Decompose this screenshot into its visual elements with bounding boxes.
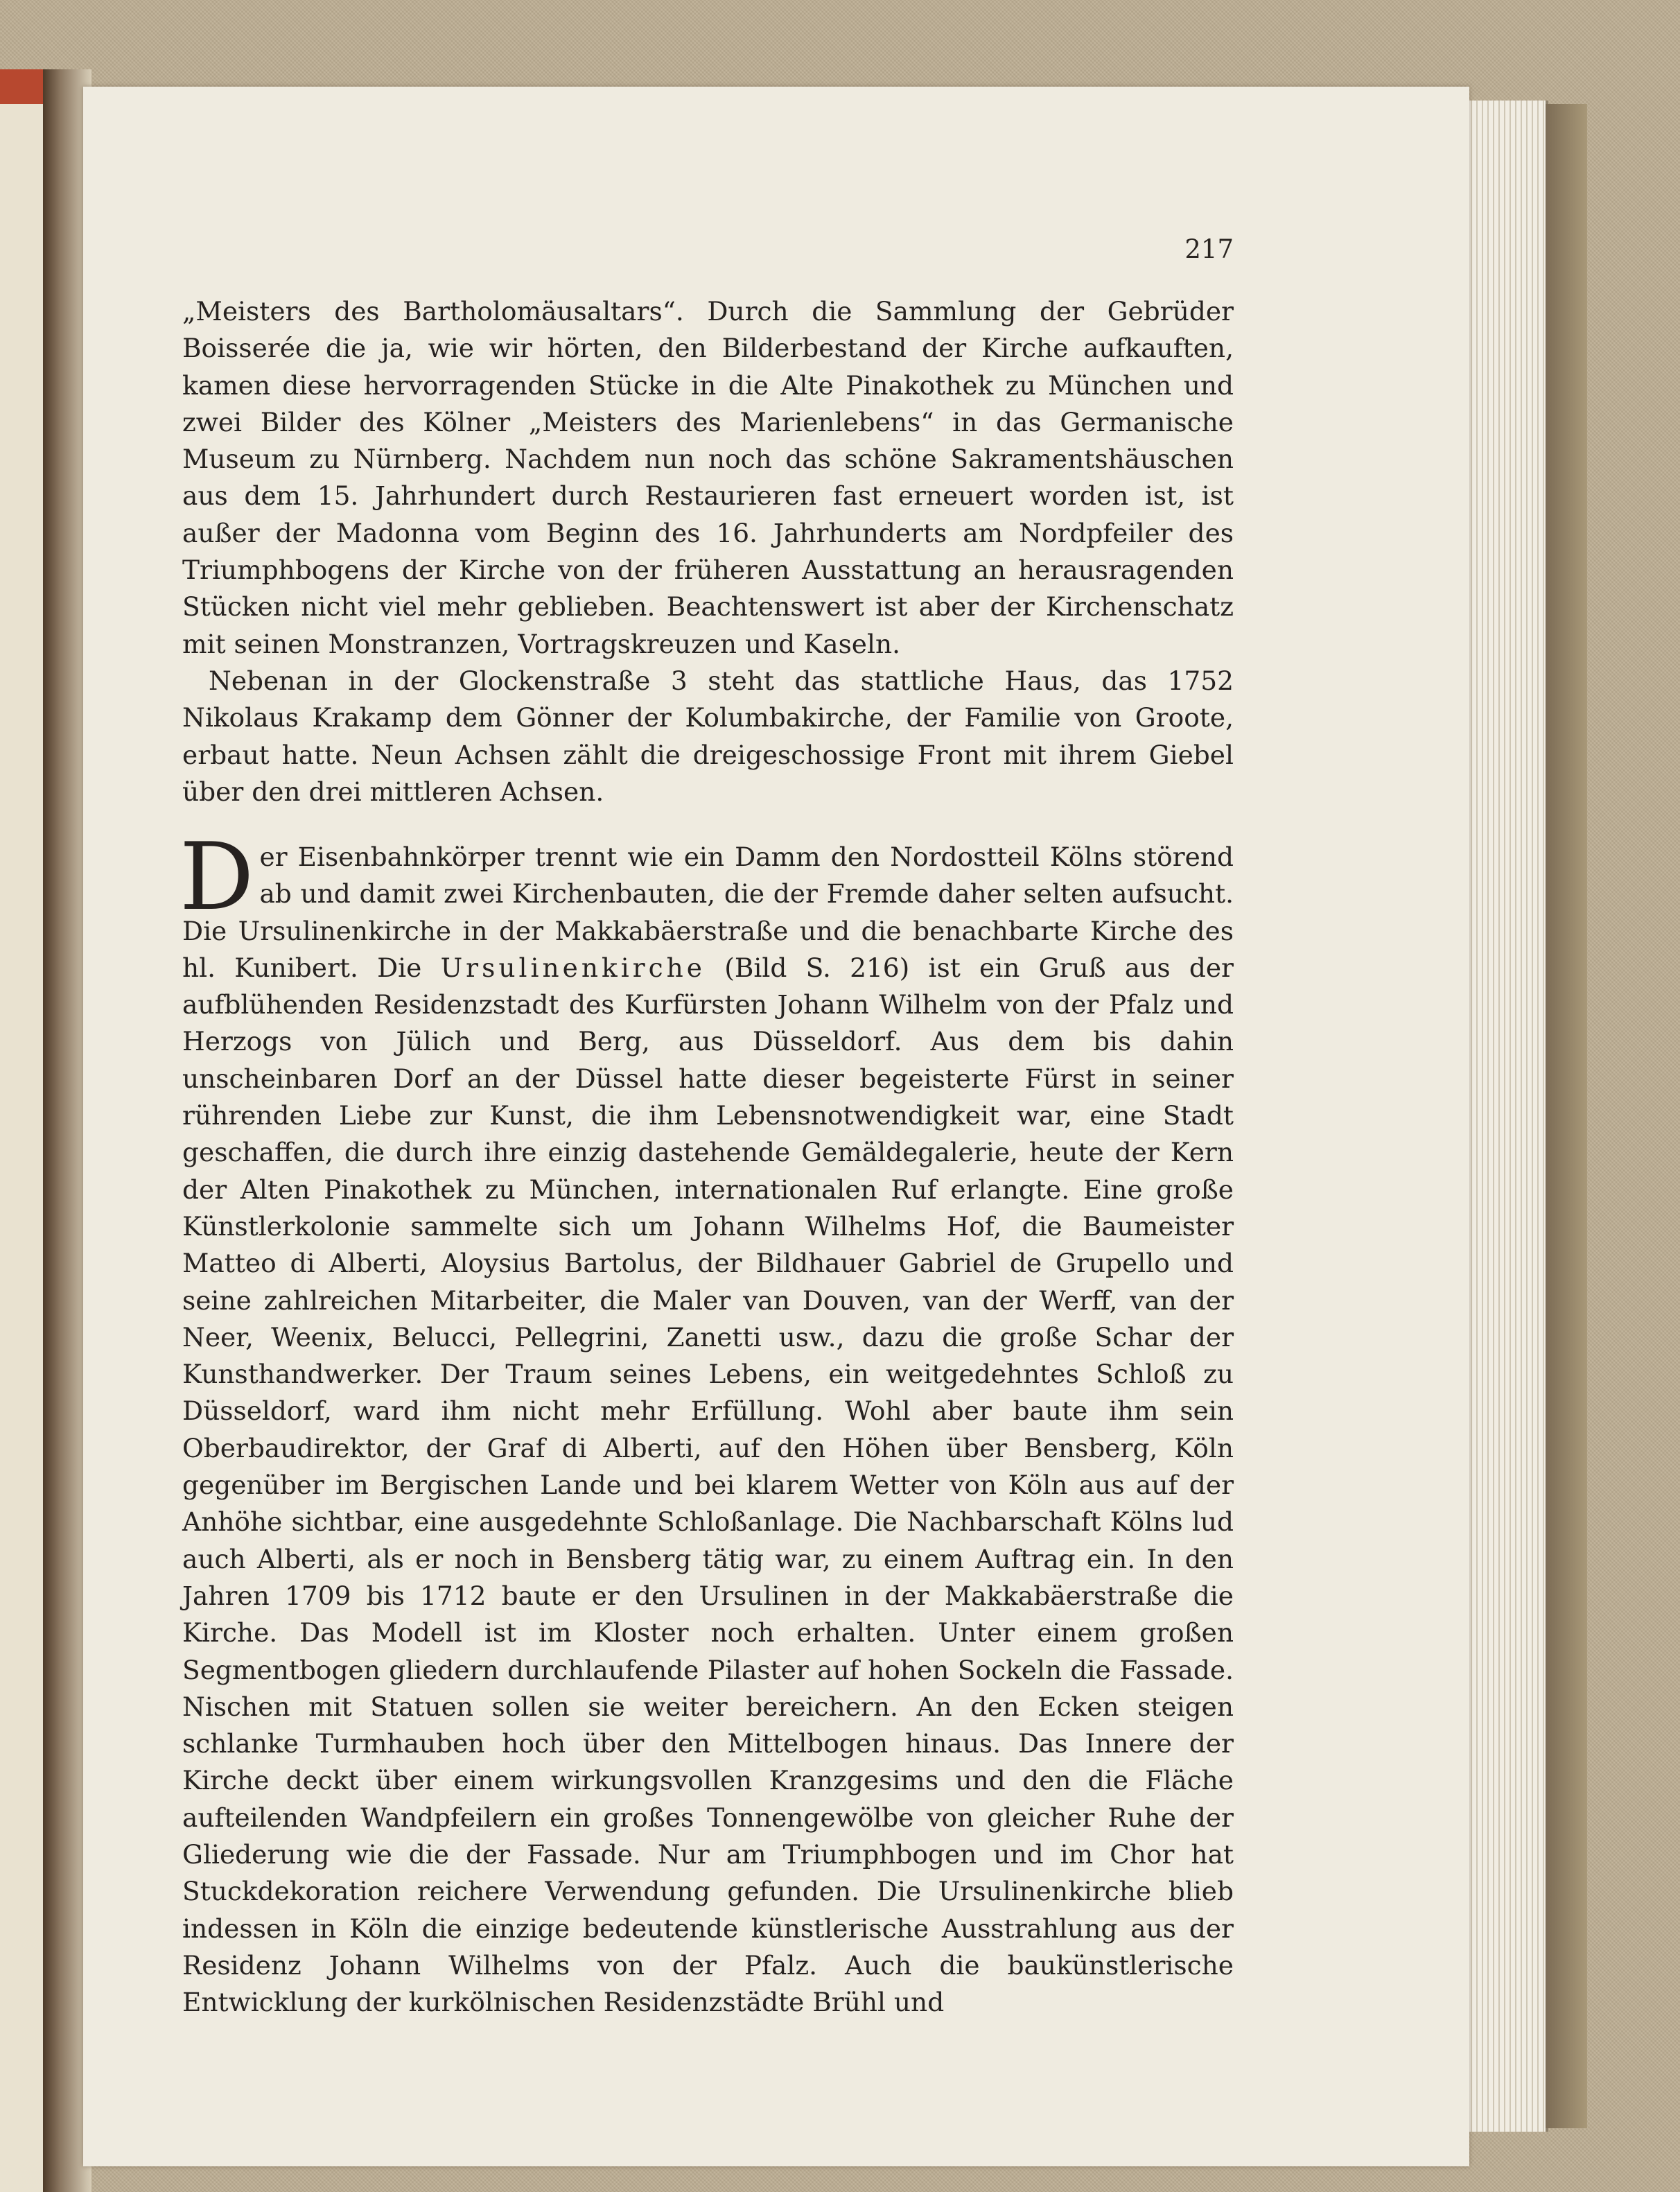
spaced-term: Ursulinenkirche [440, 952, 706, 983]
page-number: 217 [1184, 234, 1234, 264]
facing-page-edge [0, 69, 45, 2192]
page-fore-edge [1455, 101, 1548, 2132]
paragraph-body: (Bild S. 216) ist ein Gruß aus der aufblühenden Residenzstadt des Kurfürsten Johann Wilhelm von der Pfalz und Herzogs von Jülich und Berg, aus Düsseldorf. Aus dem bis dahin unscheinbaren Dorf an der Düssel hatte dieser begeisterte Fürst in seiner rührenden Liebe zur Kunst, die ihm Lebensnotwendigkeit war, eine Stadt geschaffen, die durch ihre einzig dastehende Gemäldegalerie, heute der Kern der Alten Pinakothek zu München, internationalen Ruf erlangte. Eine große Künstlerkolonie sammelte sich um Johann Wilhelms Hof, die Baumeister Matteo di Alberti, Aloysius Bartolus, der Bildhauer Gabriel de Grupello und seine zahlreichen Mitarbeiter, die Maler van Douven, van der Werff, van der Neer, Weenix, Belucci, Pellegrini, Zanetti usw., dazu die große Schar der Kunsthandwerker. Der Traum seines Lebens, ein weitgedehntes Schloß zu Düsseldorf, ward ihm nicht mehr Erfüllung. Wohl aber baute ihm sein Oberbaudirektor, der Graf di Alberti, auf den Höhen über Bensberg, Köln gegenüber im Bergischen Lande und bei klarem Wetter von Köln aus auf der Anhöhe sichtbar, eine ausgedehnte Schloßanlage. Die Nachbarschaft Kölns lud auch Alberti, als er noch in Bensberg tätig war, zu einem Auftrag ein. In den Jahren 1709 bis 1712 baute er den Ursulinen in der Makkabäerstraße die Kirche. Das Modell ist im Kloster noch erhalten. Unter einem großen Segmentbogen gliedern durchlaufende Pilaster auf hohen Sockeln die Fassade. Nischen mit Statuen sollen sie weiter bereichern. An den Ecken steigen schlanke Turmhauben hoch über den Mittelbogen hinaus. Das Innere der Kirche deckt über einem wirkungsvollen Kranzgesims und den die Fläche aufteilenden Wandpfeilern ein großes Tonnengewölbe von gleicher Ruhe der Gliederung wie die der Fassade. Nur am Triumphbogen und im Chor hat Stuckdekoration reichere Verwendung gefunden. Die Ursulinenkirche blieb indessen in Köln die einzige bedeutende künstlerische Ausstrahlung aus der Residenz Johann Wilhelms von der Pfalz. Auch die baukünstlerische Entwicklung der kurkölnischen Residenzstädte Brühl und [182, 952, 1234, 2018]
paragraph: „Meisters des Bartholomäusaltars“. Durch die Sammlung der Gebrüder Boisserée die ja, wie wir hörten, den Bilderbestand der Kirche aufkauften, kamen diese hervorragenden Stücke in die Alte Pinakothek zu München und zwei Bilder des Kölner „Meisters des Marienlebens“ in das Germanische Museum zu Nürnberg. Nachdem nun noch das schöne Sakramentshäuschen aus dem 15. Jahrhundert durch Restaurieren fast erneuert worden ist, ist außer der Madonna vom Beginn des 16. Jahrhunderts am Nordpfeiler des Triumphbogens der Kirche von der früheren Ausstattung an herausragenden Stücken nicht viel mehr geblieben. Beachtenswert ist aber der Kirchenschatz mit seinen Monstranzen, Vortragskreuzen und Kaseln. [182, 296, 1234, 659]
red-page-edge [0, 69, 43, 104]
paragraph [180, 823, 1234, 2021]
paragraph: Nebenan in der Glockenstraße 3 steht das stattliche Haus, das 1752 Nikolaus Krakamp dem Gönner der Kolumbakirche, der Familie von Groote, erbaut hatte. Neun Achsen zählt die dreigeschossige Front mit ihrem Giebel über den drei mittleren Achsen. [182, 665, 1234, 807]
binding-edge [1546, 104, 1587, 2128]
drop-cap: D [180, 823, 254, 931]
paragraph-intro: er Eisenbahnkörper trennt wie ein Damm den Nordostteil Kölns störend ab und damit zwei Kirchenbauten, die der Fremde daher selten aufsucht. Die Ursulinenkirche in der Makkabäerstraße und die benachbarte Kirche des hl. Kunibert. Die [182, 842, 1234, 983]
text-block-top [182, 293, 1234, 810]
text-block-main [180, 823, 1234, 2021]
